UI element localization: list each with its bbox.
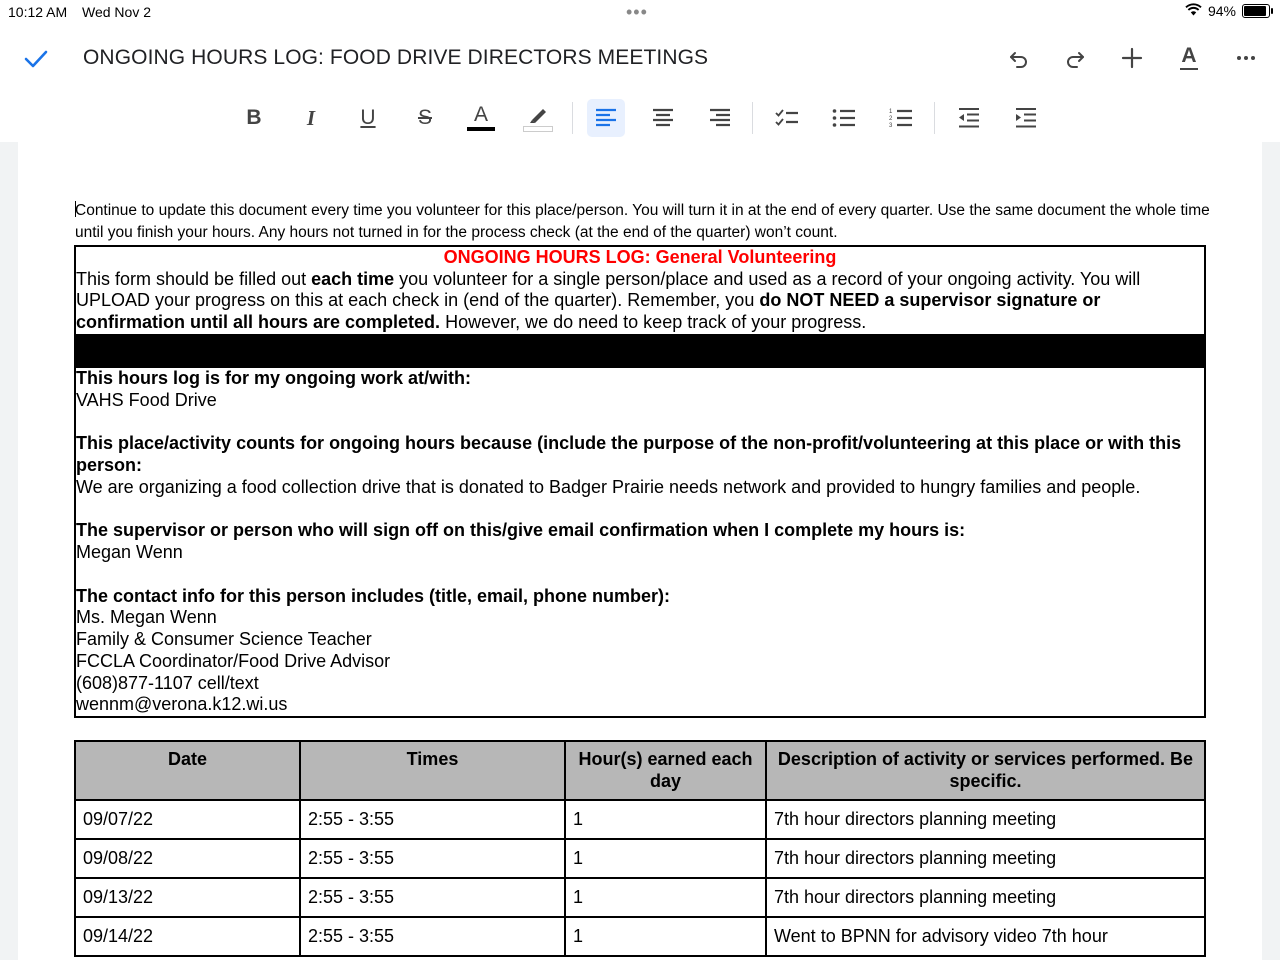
bulleted-list-icon[interactable] [825,99,863,137]
multitasking-dots-icon[interactable]: ••• [626,2,648,22]
formatting-toolbar [0,94,1280,142]
toolbar-divider [934,102,935,134]
contact-line: Ms. Megan Wenn [76,607,217,628]
decrease-indent-icon[interactable] [950,99,988,137]
form-title: ONGOING HOURS LOG: General Volunteering [443,247,837,267]
align-left-icon[interactable] [587,99,625,137]
q2-answer: We are organizing a food collection drive that is donated to Badger Prairie needs network and provided to hungry families and people. [76,476,1141,497]
table-row [75,839,1205,878]
hours-cell[interactable]: 1 [565,839,766,878]
times-cell[interactable]: 2:55 - 3:55 [300,839,565,878]
underline-icon[interactable] [349,99,387,137]
status-time: 10:12 AM [8,4,68,20]
svg-text:3: 3 [889,123,893,129]
highlight-swatch [523,126,553,132]
status-date: Wed Nov 2 [82,4,151,20]
battery-level [1244,6,1266,16]
description-cell[interactable]: 7th hour directors planning meeting [766,839,1205,878]
table-row [75,917,1205,956]
intro-text: Continue to update this document every time you volunteer for this place/person. You will turn it in at the end of every quarter. Use the same document the whole time until you finish your hours. Any hours not turned in for the process check (at the end of the quarter) won’t count. [75,202,1210,241]
times-cell[interactable]: 2:55 - 3:55 [300,878,565,917]
numbered-list-icon[interactable] [882,99,920,137]
italic-icon[interactable] [292,99,330,137]
black-divider-row [75,335,1205,367]
times-cell[interactable]: 2:55 - 3:55 [300,917,565,956]
document-page[interactable] [18,142,1262,960]
table-row [75,800,1205,839]
undo-icon[interactable] [1002,41,1036,75]
form-header-cell[interactable] [75,246,1205,335]
date-cell[interactable]: 09/13/22 [75,878,300,917]
italic-label: I [306,105,316,130]
more-icon[interactable] [1229,41,1263,75]
add-icon[interactable] [1115,41,1149,75]
strikethrough-icon[interactable] [406,99,444,137]
redo-icon[interactable] [1058,41,1092,75]
status-right [1185,3,1270,19]
toolbar-divider [752,102,753,134]
checklist-icon[interactable] [768,99,806,137]
q3-label: The supervisor or person who will sign off on this/give email confirmation when I complete my hours is: [76,520,966,541]
times-cell[interactable]: 2:55 - 3:55 [300,800,565,839]
contact-line: wennm@verona.k12.wi.us [76,694,288,715]
contact-line: FCCLA Coordinator/Food Drive Advisor [76,650,391,671]
date-cell[interactable]: 09/14/22 [75,917,300,956]
check-icon[interactable] [22,46,50,77]
contact-line: Family & Consumer Science Teacher [76,629,372,650]
q1-answer: VAHS Food Drive [76,389,217,410]
battery-icon [1242,4,1270,18]
hours-cell[interactable]: 1 [565,878,766,917]
underline-label: U [360,106,376,129]
text-color-swatch [467,127,495,131]
date-cell[interactable]: 09/08/22 [75,839,300,878]
description-cell[interactable]: 7th hour directors planning meeting [766,800,1205,839]
toolbar-divider [572,102,573,134]
q4-label: The contact info for this person includes (title, email, phone number): [76,585,671,606]
text-color-label: A [473,103,488,126]
intro-paragraph[interactable] [75,200,1215,244]
strikethrough-label: S [417,106,432,129]
svg-text:2: 2 [889,116,893,122]
text-format-letter: A [1181,44,1197,67]
contact-line: (608)877-1107 cell/text [76,672,259,693]
q2-label: This place/activity counts for ongoing hours because (include the purpose of the non-profit/volunteering at this place or with this person: [76,433,1182,475]
text-format-underline [1180,68,1198,70]
date-cell[interactable]: 09/07/22 [75,800,300,839]
form-answers-cell[interactable] [75,367,1205,717]
form-table [74,245,1206,718]
wifi-icon [1185,3,1202,19]
hours-cell[interactable]: 1 [565,800,766,839]
hours-log-table [74,740,1206,957]
document-header [0,24,1280,94]
table-row [75,878,1205,917]
align-center-icon[interactable] [644,99,682,137]
column-header-hours[interactable]: Hour(s) earned each day [565,741,766,800]
q1-label: This hours log is for my ongoing work at/with: [76,367,471,388]
document-title: ONGOING HOURS LOG: FOOD DRIVE DIRECTORS MEETINGS [83,46,709,69]
form-desc-bold: do NOT NEED a supervisor signature or confirmation until all hours are completed. [76,290,1101,333]
bold-label: B [246,106,262,129]
text-color-icon[interactable] [462,99,500,137]
form-desc-part: However, we do need to keep track of your progress. [440,312,867,333]
q3-answer: Megan Wenn [76,542,183,563]
highlight-icon[interactable] [519,99,557,137]
align-right-icon[interactable] [701,99,739,137]
text-format-icon[interactable] [1172,41,1206,75]
battery-percent: 94% [1207,3,1236,19]
bold-icon[interactable] [235,99,273,137]
form-description [76,269,1204,334]
status-bar [0,0,1280,24]
column-header-description[interactable]: Description of activity or services performed. Be specific. [766,741,1205,800]
description-cell[interactable]: Went to BPNN for advisory video 7th hour [766,917,1205,956]
svg-text:1: 1 [889,109,893,115]
column-header-times[interactable]: Times [300,741,565,800]
increase-indent-icon[interactable] [1007,99,1045,137]
column-header-date[interactable]: Date [75,741,300,800]
form-desc-part: This form should be filled out [76,268,312,289]
description-cell[interactable]: 7th hour directors planning meeting [766,878,1205,917]
hours-cell[interactable]: 1 [565,917,766,956]
form-desc-part: you volunteer for a single person/place and used as a record of your ongoing activity. You will UPLOAD your progress on this at each check in (end of the quarter). Remember, you [76,268,1141,311]
form-desc-bold: each time [311,268,395,289]
